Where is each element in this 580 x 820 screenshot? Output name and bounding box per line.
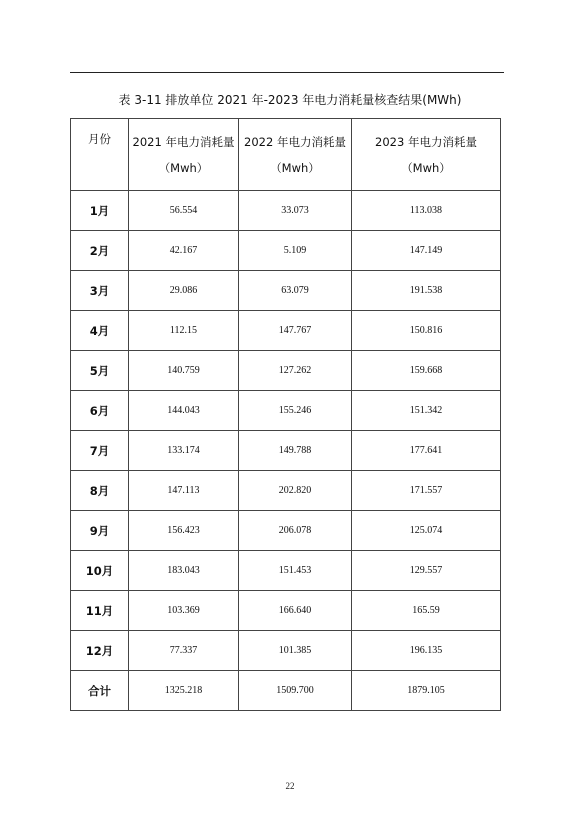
table-row [71,351,501,391]
value-2022-cell: 151.453 [239,551,352,591]
electricity-consumption-table [70,118,501,711]
table-row [71,631,501,671]
value-2022-cell: 101.385 [239,631,352,671]
value-2021-cell: 183.043 [129,551,239,591]
total-2022-cell: 1509.700 [239,671,352,711]
value-2023-cell: 171.557 [352,471,501,511]
table-total-row [71,671,501,711]
header-month [71,119,129,191]
table-row [71,231,501,271]
value-2023-cell: 150.816 [352,311,501,351]
total-label-cell: 合计 [71,671,129,711]
month-cell: 2月 [71,231,129,271]
table-row [71,511,501,551]
table-row [71,591,501,631]
value-2023-cell: 191.538 [352,271,501,311]
table-row [71,391,501,431]
value-2021-cell: 42.167 [129,231,239,271]
value-2021-cell: 144.043 [129,391,239,431]
value-2021-cell: 140.759 [129,351,239,391]
value-2022-cell: 147.767 [239,311,352,351]
header-2021-unit: （Mwh） [158,160,209,175]
header-rule [70,72,504,73]
header-2023 [352,119,501,191]
table-row [71,311,501,351]
header-month-label: 月份 [88,132,111,146]
month-cell: 4月 [71,311,129,351]
header-2023-title: 2023 年电力消耗量 [375,134,477,149]
month-cell: 10月 [71,551,129,591]
value-2023-cell: 151.342 [352,391,501,431]
table-row [71,431,501,471]
value-2023-cell: 165.59 [352,591,501,631]
header-2022 [239,119,352,191]
value-2021-cell: 77.337 [129,631,239,671]
month-cell: 3月 [71,271,129,311]
value-2022-cell: 149.788 [239,431,352,471]
value-2021-cell: 103.369 [129,591,239,631]
value-2023-cell: 113.038 [352,191,501,231]
value-2021-cell: 133.174 [129,431,239,471]
value-2022-cell: 5.109 [239,231,352,271]
value-2022-cell: 202.820 [239,471,352,511]
table-row [71,471,501,511]
month-cell: 12月 [71,631,129,671]
value-2023-cell: 177.641 [352,431,501,471]
value-2023-cell: 129.557 [352,551,501,591]
value-2021-cell: 56.554 [129,191,239,231]
value-2022-cell: 206.078 [239,511,352,551]
header-2022-title: 2022 年电力消耗量 [244,134,346,149]
month-cell: 11月 [71,591,129,631]
value-2022-cell: 166.640 [239,591,352,631]
table-body [71,191,501,711]
value-2022-cell: 155.246 [239,391,352,431]
value-2021-cell: 147.113 [129,471,239,511]
value-2021-cell: 112.15 [129,311,239,351]
month-cell: 7月 [71,431,129,471]
page-number: 22 [285,781,295,791]
value-2021-cell: 156.423 [129,511,239,551]
value-2022-cell: 33.073 [239,191,352,231]
value-2023-cell: 159.668 [352,351,501,391]
month-cell: 5月 [71,351,129,391]
table-row [71,551,501,591]
month-cell: 1月 [71,191,129,231]
header-2021-title: 2021 年电力消耗量 [132,134,235,149]
value-2023-cell: 147.149 [352,231,501,271]
value-2022-cell: 63.079 [239,271,352,311]
month-cell: 8月 [71,471,129,511]
header-2023-unit: （Mwh） [401,160,451,175]
table-row [71,191,501,231]
value-2022-cell: 127.262 [239,351,352,391]
table-caption: 表 3-11 排放单位 2021 年-2023 年电力消耗量核查结果(MWh) [118,93,462,107]
header-2022-unit: （Mwh） [270,160,320,175]
month-cell: 6月 [71,391,129,431]
value-2021-cell: 29.086 [129,271,239,311]
month-cell: 9月 [71,511,129,551]
table-row [71,271,501,311]
total-2023-cell: 1879.105 [352,671,501,711]
total-2021-cell: 1325.218 [129,671,239,711]
header-2021 [129,119,239,191]
value-2023-cell: 196.135 [352,631,501,671]
value-2023-cell: 125.074 [352,511,501,551]
table-header-row [71,119,501,191]
